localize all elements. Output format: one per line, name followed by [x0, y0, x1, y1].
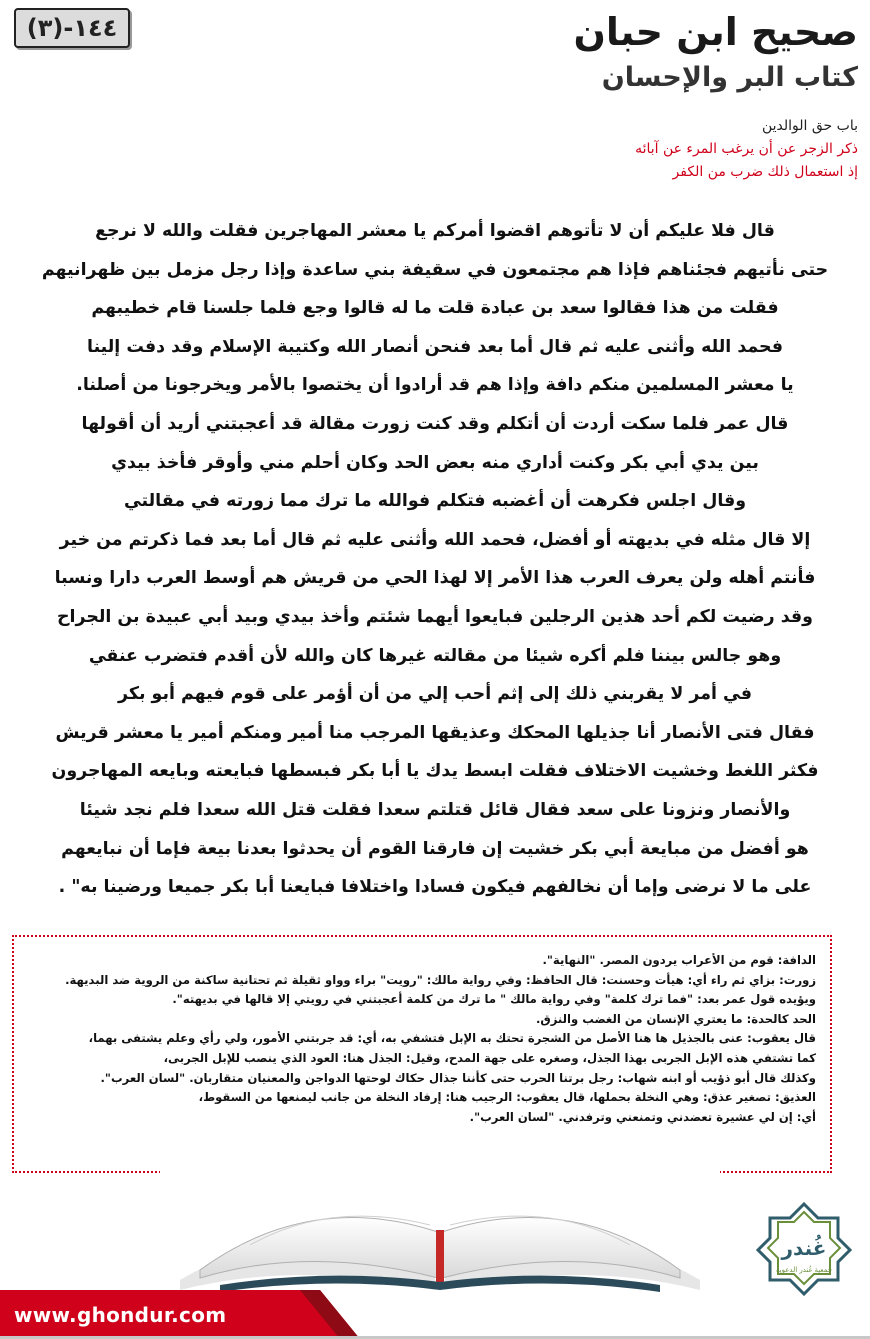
- topic-line: إذ استعمال ذلك ضرب من الكفر: [672, 164, 858, 180]
- text-line: قال عمر فلما سكت أردت أن أتكلم وقد كنت زورت مقالة قد أعجبتني أريد أن أقولها: [81, 413, 789, 434]
- footnote: الدافة: قوم من الأعراب يردون المصر. "النهاية".: [542, 953, 816, 967]
- section-headings: [358, 115, 858, 184]
- text-line: وهو جالس بيننا فلم أكره شيئا من مقالته غيرها كان والله لأن أقدم فتضرب عنقي: [88, 645, 782, 666]
- logo-tagline: جمعية غُندر الدعوية: [775, 1266, 833, 1274]
- hadith-text: [30, 212, 840, 907]
- text-line: إلا قال مثله في بديهته أو أفضل، فحمد الله وأثنى عليه ثم قال أما بعد فما ذكرتم من خير: [59, 529, 811, 550]
- text-line: فأنتم أهله ولن يعرف العرب هذا الأمر إلا لهذا الحي من قريش هم أوسط العرب دارا ونسبا: [54, 568, 816, 589]
- text-line: يا معشر المسلمين منكم دافة وإذا هم قد أرادوا أن يختصوا بالأمر ويخرجونا من أصلنا.: [76, 375, 794, 396]
- text-line: فكثر اللغط وخشيت الاختلاف فقلت ابسط يدك يا أبا بكر فبسطها فبايعته وبايعه المهاجرون: [51, 761, 819, 782]
- text-line: هو أفضل من مبايعة أبي بكر خشيت إن فارقنا القوم أن يحدثوا بعدنا بيعة فإما أن نبايعهم: [61, 838, 809, 859]
- footnote: الحد كالحدة: ما يعتري الإنسان من الغضب والنزق.: [535, 1011, 816, 1026]
- text-line: على ما لا نرضى وإما أن نخالفهم فيكون فسادا واختلافا فبايعنا أبا بكر جميعا ورضينا به" .: [58, 877, 812, 898]
- text-line: والأنصار ونزونا على سعد فقال قائل قتلتم سعدا فقلت قتل الله سعدا فلم نجد شيئا: [79, 799, 791, 820]
- text-line: وقد رضيت لكم أحد هذين الرجلين فبايعوا أيهما شئتم وأخذ بيدي وبيد أبي عبيدة بن الجراح: [57, 606, 813, 627]
- footnote: قال يعقوب: عنى بالجذيل ها هنا الأصل من الشجرة تحتك به الإبل فتشفي به، أي: قد جربتني الأمور، ولي رأي وعلم يشتفى بهما،: [88, 1031, 816, 1046]
- footnote: زورت: بزاي ثم راء أي: هيأت وحسنت: قال الحافظ: وفي رواية مالك: "رويت" براء وواو ثقيلة ثم تحتانية ساكنة من الروية ضد البديهة.: [65, 972, 816, 987]
- topic-line: ذكر الزجر عن أن يرغب المرء عن آبائه: [635, 141, 858, 157]
- footnote: أي: إن لي عشيرة تعضدني وتمنعني وترفدني. "لسان العرب".: [469, 1109, 816, 1124]
- footnote: ويؤيده قول عمر بعد: "فما ترك كلمة" وفي رواية مالك " ما ترك من كلمة أعجبتني في رويتي إلا قالها في بديهته".: [172, 992, 816, 1007]
- text-line: بين يدي أبي بكر وكنت أداري منه بعض الحد وكان أحلم مني وأوقر فأخذ بيدي: [111, 452, 759, 473]
- logo-text: غُندر: [781, 1236, 827, 1260]
- text-line: قال فلا عليكم أن لا تأتوهم اقضوا أمركم يا معشر المهاجرين فقلت والله لا نرجع: [95, 221, 775, 241]
- text-line: وقال اجلس فكرهت أن أغضبه فتكلم فوالله ما ترك مما زورته في مقالتي: [123, 491, 747, 512]
- chapter-title: باب حق الوالدين: [761, 118, 858, 134]
- website-url[interactable]: www.ghondur.com: [14, 1303, 227, 1327]
- footnote: وكذلك قال أبو ذؤيب أو ابنه شهاب: رجل برتنا الحرب حتى كأننا جذال حكاك لوحتها الدواجن والمعنيان متقاربان. "لسان العرب".: [100, 1070, 816, 1085]
- text-line: فحمد الله وأثنى عليه ثم قال أما بعد فنحن أنصار الله وكتيبة الإسلام وقد دفت إلينا: [87, 336, 783, 357]
- ghondur-logo: [756, 1200, 852, 1296]
- page-number-badge: [14, 8, 130, 48]
- text-line: حتى نأتيهم فجئناهم فإذا هم مجتمعون في سقيفة بني ساعدة وإذا رجل مزمل بين ظهرانيهم: [41, 259, 829, 280]
- page-number: ١٤٤-(٣): [26, 14, 118, 42]
- text-line: فقلت من هذا فقالوا سعد بن عبادة قلت ما له قالوا وجع فلما جلسنا قام خطيبهم: [91, 298, 779, 319]
- footnote: العذيق: تصغير عذق: وهي النخلة بحملها، قال يعقوب: الرجيب هنا: إرفاد النخلة من جانب ليمنعها من السقوط،: [198, 1090, 816, 1105]
- book-subtitle: كتاب البر والإحسان: [601, 62, 858, 93]
- open-book-illustration: [160, 1150, 720, 1295]
- footnote: كما تشتفي هذه الإبل الجربى بهذا الجذل، وصغره على جهة المدح، وقيل: الجذل هنا: العود الذي ينصب للإبل الجربى،: [163, 1050, 816, 1065]
- book-title: صحيح ابن حبان: [573, 10, 858, 54]
- text-line: فقال فتى الأنصار أنا جذيلها المحكك وعذيقها المرجب منا أمير ومنكم أمير يا معشر قريش: [55, 722, 815, 743]
- footnotes-box: [12, 935, 832, 1173]
- text-line: في أمر لا يقربني ذلك إلى إثم أحب إلي من أن أؤمر على قوم فيهم أبو بكر: [118, 684, 752, 705]
